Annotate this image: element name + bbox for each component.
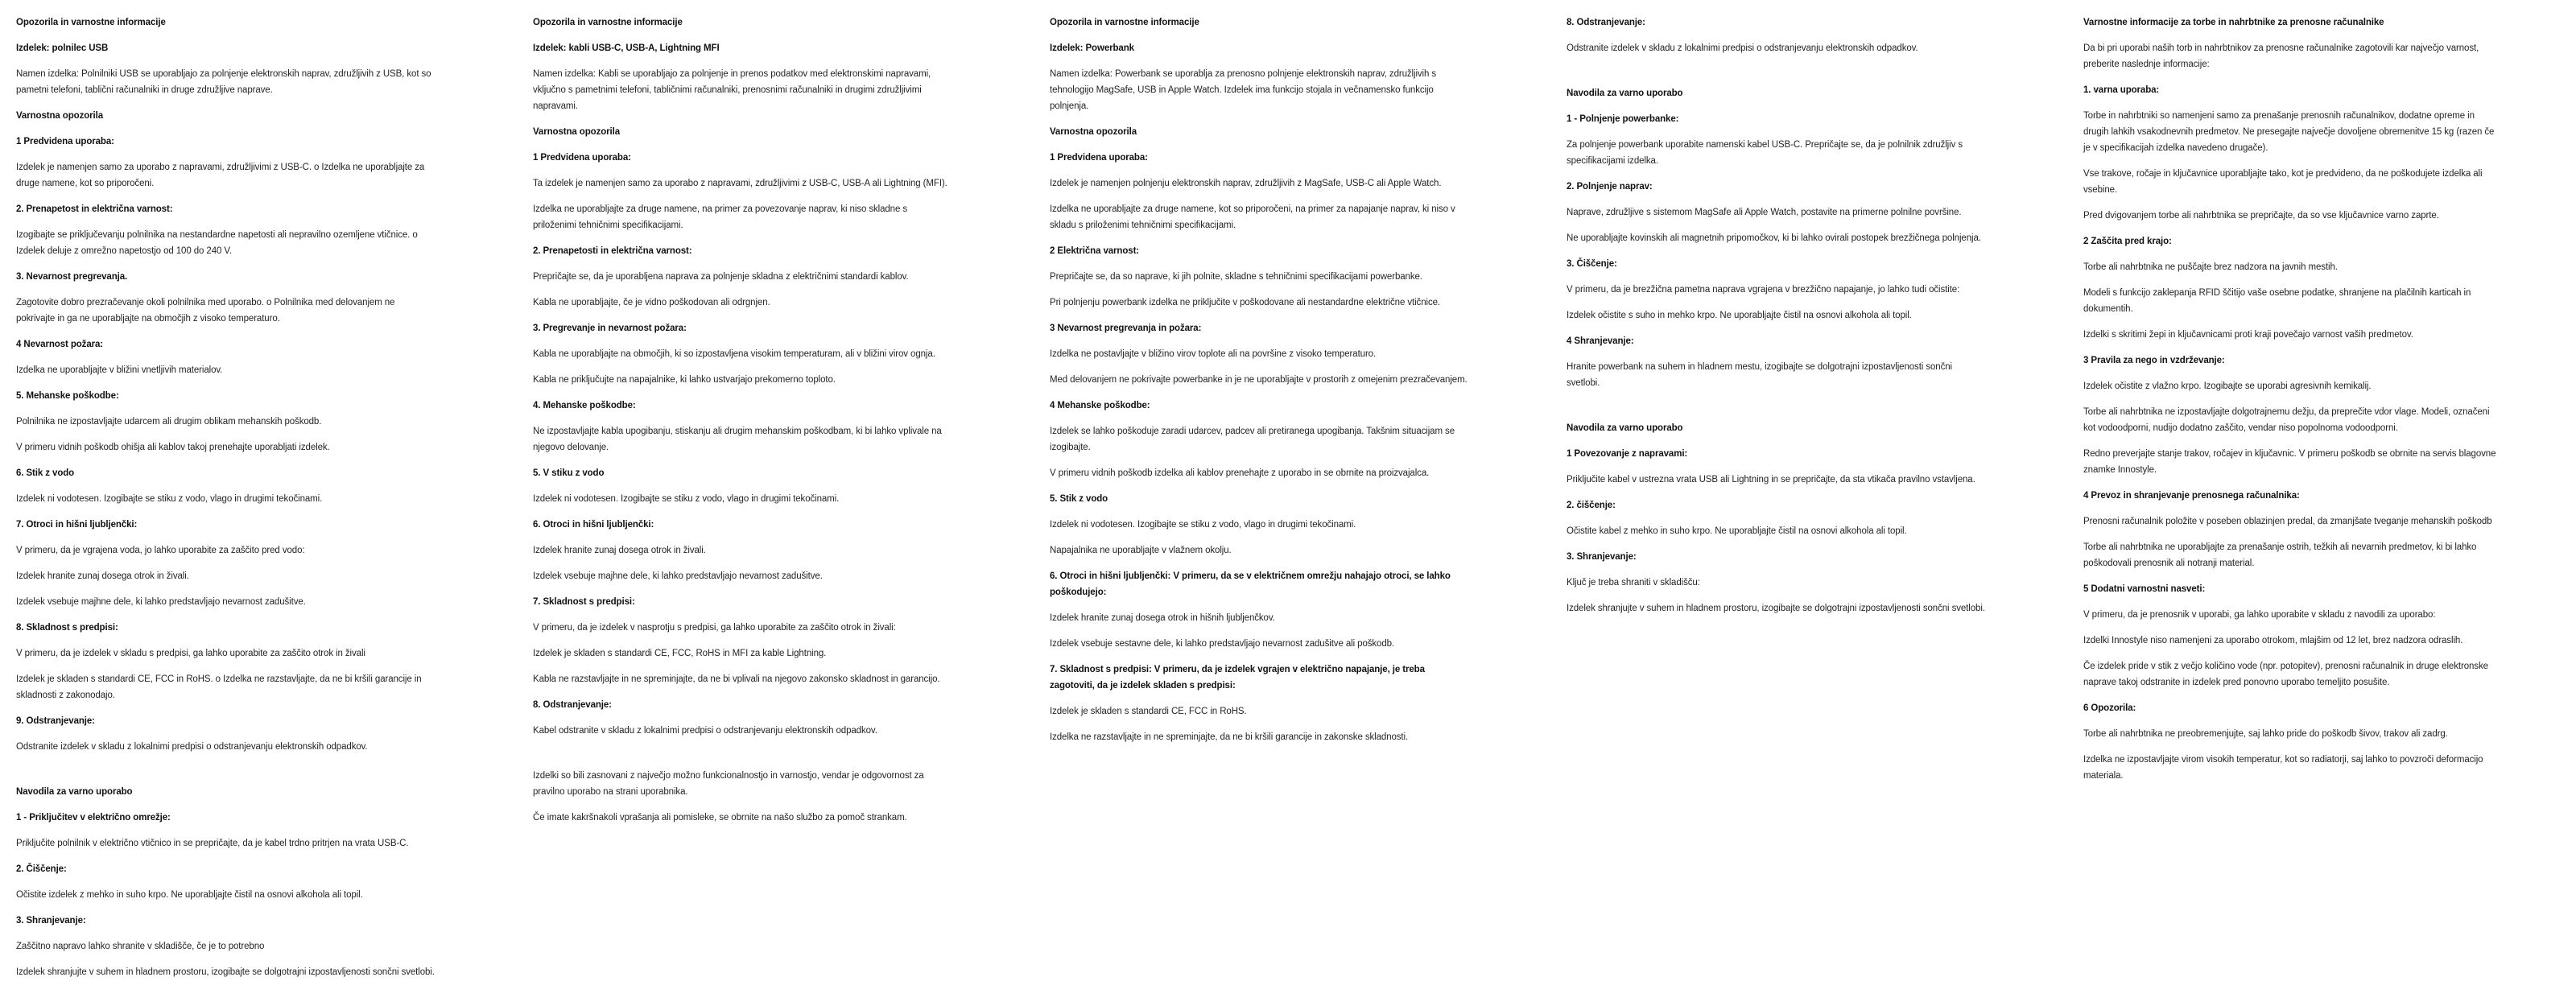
paragraph: Izdelek vsebuje sestavne dele, ki lahko predstavljajo nevarnost zadušitve ali poškodb. [1050, 639, 1395, 649]
text-column-3 [1050, 14, 1468, 980]
section-heading: Varnostna opozorila [16, 111, 104, 121]
paragraph: Torbe ali nahrbtnika ne preobremenjujte, saj lahko pride do poškodb šivov, trakov ali zadrg. [2083, 729, 2448, 739]
section-heading: 6 Opozorila: [2083, 703, 2136, 713]
section-heading: Varnostna opozorila [533, 127, 621, 137]
section-heading: 3. Nevarnost pregrevanja. [16, 272, 128, 282]
section-heading: 5. Stik z vodo [1050, 494, 1108, 504]
text-column-4 [1567, 14, 1985, 980]
section-heading: 2 Zaščita pred krajo: [2083, 237, 2172, 246]
paragraph: Izdelki Innostyle niso namenjeni za uporabo otrokom, mlajšim od 12 let, brez nadzora odraslih. [2083, 636, 2463, 645]
paragraph: V primeru, da je izdelek v skladu s predpisi, ga lahko uporabite za zaščito otrok in živali [16, 649, 365, 658]
paragraph: Izdelek ni vodotesen. Izogibajte se stiku z vodo, vlago in drugimi tekočinami. [16, 494, 323, 504]
text-column-1 [16, 14, 435, 980]
paragraph: Namen izdelka: Powerbank se uporablja za prenosno polnjenje elektronskih naprav, združljivih s tehnologijo MagSafe, USB in Apple Watch. Izdelek ima funkcijo stojala in večnamensko funkcijo polnjenja. [1050, 69, 1437, 111]
section-heading: 1 - Priključitev v električno omrežje: [16, 813, 171, 823]
paragraph: Namen izdelka: Kabli se uporabljajo za polnjenje in prenos podatkov med elektronskimi napravami, vključno s pametnimi telefoni, tabličnimi računalniki, prenosnimi računalniki in drugimi združljivimi napravami. [533, 69, 931, 111]
section-heading: Navodila za varno uporabo [1567, 423, 1683, 433]
section-heading: 8. Odstranjevanje: [1567, 18, 1645, 27]
paragraph: Izdelek je skladen s standardi CE, FCC in RoHS. o Izdelka ne razstavljajte, da ne bi kršili garancije in skladnosti z zakonodajo. [16, 674, 422, 700]
paragraph: Ključ je treba shraniti v skladišču: [1567, 578, 1700, 588]
paragraph: Izdelek očistite s suho in mehko krpo. Ne uporabljajte čistil na osnovi alkohola ali topil. [1567, 311, 1912, 320]
paragraph: V primeru vidnih poškodb ohišja ali kablov takoj prenehajte uporabljati izdelek. [16, 443, 330, 452]
paragraph: Kabla ne razstavljajte in ne spreminjajte, da ne bi vplivali na njegovo zakonsko skladnost in garancijo. [533, 674, 940, 684]
paragraph: Izdelki so bili zasnovani z največjo možno funkcionalnostjo in varnostjo, vendar je odgovornost za pravilno uporabo na strani uporabnika. [533, 771, 924, 797]
paragraph: Napajalnika ne uporabljajte v vlažnem okolju. [1050, 546, 1232, 555]
paragraph: Izdelka ne uporabljajte za druge namene, na primer za povezovanje naprav, ki niso skladne s priloženimi tehničnimi specifikacijami. [533, 204, 908, 230]
paragraph: Izdelek ni vodotesen. Izogibajte se stiku z vodo, vlago in drugimi tekočinami. [533, 494, 840, 504]
section-heading: 5. Mehanske poškodbe: [16, 391, 119, 401]
paragraph: Če imate kakršnakoli vprašanja ali pomisleke, se obrnite na našo službo za pomoč strankam. [533, 813, 907, 823]
paragraph: Torbe ali nahrbtnika ne puščajte brez nadzora na javnih mestih. [2083, 262, 2338, 272]
paragraph: Odstranite izdelek v skladu z lokalnimi predpisi o odstranjevanju elektronskih odpadkov. [16, 742, 368, 752]
document-title: Opozorila in varnostne informacije [16, 18, 166, 27]
paragraph: Očistite izdelek z mehko in suho krpo. Ne uporabljajte čistil na osnovi alkohola ali topil. [16, 890, 363, 900]
paragraph: Kabla ne priključujte na napajalnike, ki lahko ustvarjajo prekomerno toploto. [533, 375, 836, 385]
section-heading: 7. Otroci in hišni ljubljenčki: [16, 520, 138, 530]
section-heading: 1 - Polnjenje powerbanke: [1567, 114, 1679, 124]
section-heading: Izdelek: kabli USB-C, USB-A, Lightning MFI [533, 43, 720, 53]
paragraph: Torbe ali nahrbtnika ne izpostavljajte dolgotrajnemu dežju, da preprečite vdor vlage. Modeli, označeni kot vodoodporni, nudijo dodatno zaščito, vendar niso popolnoma vodoodporni. [2083, 407, 2490, 433]
section-heading: 7. Skladnost s predpisi: [533, 597, 635, 607]
section-heading: 6. Otroci in hišni ljubljenčki: V primeru, da se v električnem omrežju nahajajo otroci, se lahko poškodujejo: [1050, 571, 1451, 597]
paragraph: Izdelek očistite z vlažno krpo. Izogibajte se uporabi agresivnih kemikalij. [2083, 381, 2372, 391]
paragraph: Zaščitno napravo lahko shranite v skladišče, če je to potrebno [16, 942, 265, 951]
section-heading: 1 Predvidena uporaba: [16, 137, 114, 146]
paragraph: Izdelki s skritimi žepi in ključavnicami proti kraji povečajo varnost vaših predmetov. [2083, 330, 2413, 340]
section-heading: 9. Odstranjevanje: [16, 716, 95, 726]
paragraph: Izdelek je namenjen samo za uporabo z napravami, združljivimi z USB-C. o Izdelka ne uporabljajte za druge namene, kot so priporočeni. [16, 163, 425, 188]
section-heading: 3. Shranjevanje: [16, 916, 86, 926]
paragraph: Prenosni računalnik položite v poseben oblazinjen predal, da zmanjšate tveganje mehanskih poškodb [2083, 517, 2492, 526]
paragraph: Ne uporabljajte kovinskih ali magnetnih pripomočkov, ki bi lahko ovirali postopek brezžičnega polnjenja. [1567, 233, 1981, 243]
document-title: Opozorila in varnostne informacije [533, 18, 683, 27]
paragraph: Odstranite izdelek v skladu z lokalnimi predpisi o odstranjevanju elektronskih odpadkov. [1567, 43, 1918, 53]
section-heading: Navodila za varno uporabo [16, 787, 133, 797]
paragraph: Torbe ali nahrbtnika ne uporabljajte za prenašanje ostrih, težkih ali nevarnih predmetov, ki bi lahko poškodovali prenosnik ali notranji material. [2083, 542, 2477, 568]
paragraph: Izdelek shranjujte v suhem in hladnem prostoru, izogibajte se dolgotrajni izpostavljenosti sončni svetlobi. [1567, 604, 1985, 613]
section-heading: 1 Predvidena uporaba: [533, 153, 631, 163]
section-heading: 2. Prenapetosti in električna varnost: [533, 246, 692, 256]
section-heading: 4. Mehanske poškodbe: [533, 401, 636, 410]
paragraph: Kabel odstranite v skladu z lokalnimi predpisi o odstranjevanju elektronskih odpadkov. [533, 726, 877, 736]
paragraph: Ne izpostavljajte kabla upogibanju, stiskanju ali drugim mehanskim poškodbam, ki bi lahko vplivale na njegovo delovanje. [533, 427, 942, 452]
section-heading: 8. Odstranjevanje: [533, 700, 612, 710]
section-heading: 5 Dodatni varnostni nasveti: [2083, 584, 2206, 594]
paragraph: Izdelek ni vodotesen. Izogibajte se stiku z vodo, vlago in drugimi tekočinami. [1050, 520, 1356, 530]
paragraph: Izdelek je skladen s standardi CE, FCC in RoHS. [1050, 707, 1247, 716]
paragraph: Izdelek se lahko poškoduje zaradi udarcev, padcev ali pretiranega upogibanja. Takšnim situacijam se izogibajte. [1050, 427, 1455, 452]
paragraph: Prepričajte se, da so naprave, ki jih polnite, skladne s tehničnimi specifikacijami powerbanke. [1050, 272, 1422, 282]
paragraph: Naprave, združljive s sistemom MagSafe ali Apple Watch, postavite na primerne polnilne površine. [1567, 208, 1962, 217]
text-column-5 [2083, 14, 2502, 980]
section-heading: 2. Prenapetost in električna varnost: [16, 204, 173, 214]
section-heading: 1. varna uporaba: [2083, 85, 2160, 95]
section-heading: Varnostna opozorila [1050, 127, 1137, 137]
paragraph: Izdelek hranite zunaj dosega otrok in hišnih ljubljenčkov. [1050, 613, 1275, 623]
section-heading: 6. Stik z vodo [16, 468, 75, 478]
paragraph: Izdelka ne uporabljajte za druge namene, kot so priporočeni, na primer za napajanje naprav, ki niso v skladu s priloženimi tehničnimi specifikacijami. [1050, 204, 1455, 230]
paragraph: Izdelek je namenjen polnjenju elektronskih naprav, združljivih z MagSafe, USB-C ali Apple Watch. [1050, 179, 1442, 188]
section-heading: 2. Polnjenje naprav: [1567, 182, 1653, 192]
paragraph: Izdelek hranite zunaj dosega otrok in živali. [533, 546, 706, 555]
paragraph: Kabla ne uporabljajte, če je vidno poškodovan ali odrgnjen. [533, 298, 770, 307]
paragraph: Če izdelek pride v stik z večjo količino vode (npr. potopitev), prenosni računalnik in druge elektronske naprave takoj odstranite in izdelek pred ponovno uporabo temeljito posušite. [2083, 662, 2488, 687]
document-title: Opozorila in varnostne informacije [1050, 18, 1199, 27]
section-heading: 4 Mehanske poškodbe: [1050, 401, 1150, 410]
section-heading: 1 Predvidena uporaba: [1050, 153, 1148, 163]
paragraph: Izdelka ne izpostavljajte virom visokih temperatur, kot so radiatorji, saj lahko to povzroči deformacijo materiala. [2083, 755, 2483, 781]
paragraph: Zagotovite dobro prezračevanje okoli polnilnika med uporabo. o Polnilnika med delovanjem ne pokrivajte in ga ne uporabljajte na območjih z visoko temperaturo. [16, 298, 395, 324]
paragraph: Torbe in nahrbtniki so namenjeni samo za prenašanje prenosnih računalnikov, dodatne opreme in drugih lahkih vsakodnevnih predmetov. Ne presegajte največje dovoljene obremenitve 15 kg (razen če je v specifikacijah izdelka navedeno drugače). [2083, 111, 2495, 153]
paragraph: Izdelek shranjujte v suhem in hladnem prostoru, izogibajte se dolgotrajni izpostavljenosti sončni svetlobi. [16, 967, 435, 977]
paragraph: Izdelek hranite zunaj dosega otrok in živali. [16, 571, 189, 581]
section-heading: Izdelek: Powerbank [1050, 43, 1134, 53]
section-heading: 3. Čiščenje: [1567, 259, 1617, 269]
paragraph: Izdelek vsebuje majhne dele, ki lahko predstavljajo nevarnost zadušitve. [533, 571, 823, 581]
paragraph: Priključite kabel v ustrezna vrata USB ali Lightning in se prepričajte, da sta vtikača pravilno vstavljena. [1567, 475, 1975, 484]
section-heading: 3 Nevarnost pregrevanja in požara: [1050, 324, 1202, 333]
paragraph: Izdelek je skladen s standardi CE, FCC, RoHS in MFI za kable Lightning. [533, 649, 827, 658]
paragraph: V primeru vidnih poškodb izdelka ali kablov prenehajte z uporabo in se obrnite na proizvajalca. [1050, 468, 1430, 478]
section-heading: 3 Pravila za nego in vzdrževanje: [2083, 356, 2225, 365]
section-heading: 3. Shranjevanje: [1567, 552, 1637, 562]
paragraph: V primeru, da je prenosnik v uporabi, ga lahko uporabite v skladu z navodili za uporabo: [2083, 610, 2436, 620]
section-heading: 2 Električna varnost: [1050, 246, 1140, 256]
document-title: Varnostne informacije za torbe in nahrbtnike za prenosne računalnike [2083, 18, 2384, 27]
section-heading: Izdelek: polnilec USB [16, 43, 109, 53]
paragraph: V primeru, da je vgrajena voda, jo lahko uporabite za zaščito pred vodo: [16, 546, 305, 555]
paragraph: Izdelek vsebuje majhne dele, ki lahko predstavljajo nevarnost zadušitve. [16, 597, 306, 607]
section-heading: 5. V stiku z vodo [533, 468, 605, 478]
paragraph: Pred dvigovanjem torbe ali nahrbtnika se prepričajte, da so vse ključavnice varno zaprte. [2083, 211, 2439, 221]
paragraph: Da bi pri uporabi naših torb in nahrbtnikov za prenosne računalnike zagotovili kar največjo varnost, preberite naslednje informacije: [2083, 43, 2479, 69]
paragraph: Prepričajte se, da je uporabljena naprava za polnjenje skladna z električnimi standardi kablov. [533, 272, 909, 282]
paragraph: V primeru, da je brezžična pametna naprava vgrajena v brezžično napajanje, jo lahko tudi očistite: [1567, 285, 1960, 295]
paragraph: Izogibajte se priključevanju polnilnika na nestandardne napetosti ali nepravilno ozemljene vtičnice. o Izdelek deluje z omrežno napetostjo od 100 do 240 V. [16, 230, 418, 256]
paragraph: Za polnjenje powerbank uporabite namenski kabel USB-C. Prepričajte se, da je polnilnik združljiv s specifikacijami izdelka. [1567, 140, 1963, 166]
paragraph: Med delovanjem ne pokrivajte powerbanke in je ne uporabljajte v prostorih z omejenim prezračevanjem. [1050, 375, 1468, 385]
section-heading: 7. Skladnost s predpisi: V primeru, da je izdelek vgrajen v električno napajanje, je treba zagotoviti, da je izdelek skladen s predpisi: [1050, 665, 1425, 691]
paragraph: V primeru, da je izdelek v nasprotju s predpisi, ga lahko uporabite za zaščito otrok in živali: [533, 623, 896, 633]
paragraph: Hranite powerbank na suhem in hladnem mestu, izogibajte se dolgotrajni izpostavljenosti sončni svetlobi. [1567, 362, 1952, 388]
paragraph: Polnilnika ne izpostavljajte udarcem ali drugim oblikam mehanskih poškodb. [16, 417, 322, 427]
paragraph: Izdelka ne uporabljajte v bližini vnetljivih materialov. [16, 365, 223, 375]
section-heading: 2. čiščenje: [1567, 501, 1616, 510]
paragraph: Vse trakove, ročaje in ključavnice uporabljajte tako, kot je predvideno, da ne poškodujete izdelka ali vsebine. [2083, 169, 2483, 195]
paragraph: Kabla ne uporabljajte na območjih, ki so izpostavljena visokim temperaturam, ali v bližini virov ognja. [533, 349, 935, 359]
paragraph: Izdelka ne postavljajte v bližino virov toplote ali na površine z visoko temperaturo. [1050, 349, 1377, 359]
section-heading: 8. Skladnost s predpisi: [16, 623, 118, 633]
paragraph: Očistite kabel z mehko in suho krpo. Ne uporabljajte čistil na osnovi alkohola ali topil. [1567, 526, 1907, 536]
section-heading: 3. Pregrevanje in nevarnost požara: [533, 324, 687, 333]
paragraph: Modeli s funkcijo zaklepanja RFID ščitijo vaše osebne podatke, shranjene na plačilnih karticah in dokumentih. [2083, 288, 2471, 314]
section-heading: 4 Nevarnost požara: [16, 340, 104, 349]
section-heading: 2. Čiščenje: [16, 864, 67, 874]
paragraph: Priključite polnilnik v električno vtičnico in se prepričajte, da je kabel trdno pritrjen na vrata USB-C. [16, 839, 409, 848]
section-heading: 4 Shranjevanje: [1567, 336, 1634, 346]
paragraph: Izdelka ne razstavljajte in ne spreminjajte, da ne bi kršili garancije in zakonske skladnosti. [1050, 732, 1409, 742]
paragraph: Pri polnjenju powerbank izdelka ne priključite v poškodovane ali nestandardne električne vtičnice. [1050, 298, 1440, 307]
text-column-2 [533, 14, 952, 980]
section-heading: 4 Prevoz in shranjevanje prenosnega računalnika: [2083, 491, 2300, 501]
paragraph: Ta izdelek je namenjen samo za uporabo z napravami, združljivimi z USB-C, USB-A ali Lightning (MFI). [533, 179, 947, 188]
paragraph: Namen izdelka: Polnilniki USB se uporabljajo za polnjenje elektronskih naprav, združljivih z USB, kot so pametni telefoni, tablični računalniki in druge združljive naprave. [16, 69, 431, 95]
section-heading: 1 Povezovanje z napravami: [1567, 449, 1688, 459]
section-heading: Navodila za varno uporabo [1567, 89, 1683, 98]
paragraph: Redno preverjajte stanje trakov, ročajev in ključavnic. V primeru poškodb se obrnite na servis blagovne znamke Innostyle. [2083, 449, 2496, 475]
section-heading: 6. Otroci in hišni ljubljenčki: [533, 520, 654, 530]
